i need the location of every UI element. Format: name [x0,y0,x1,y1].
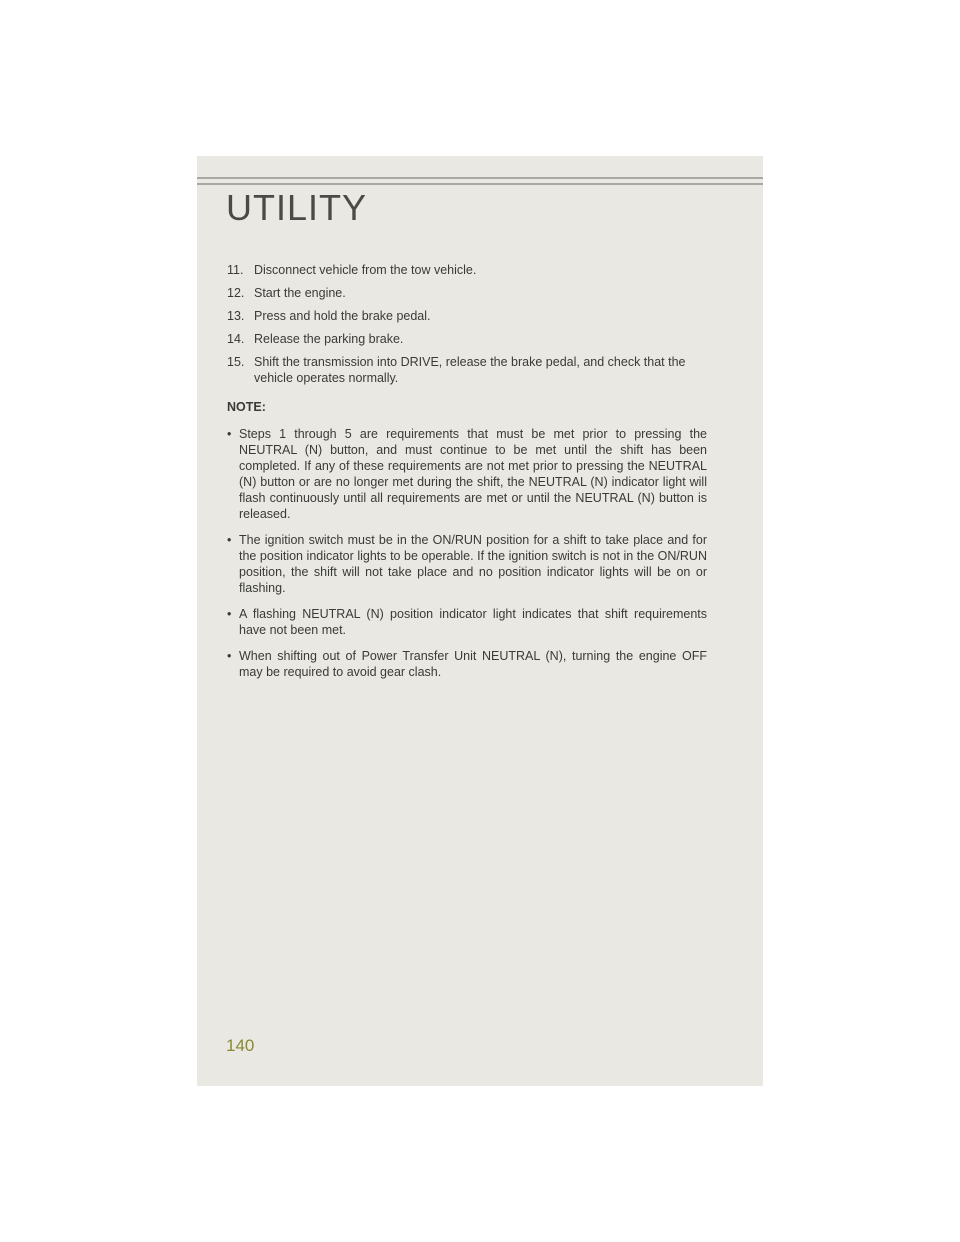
page-number: 140 [226,1036,255,1055]
step-list [227,262,707,386]
step-item [227,308,707,324]
step-item [227,285,707,301]
step-number: 14. [227,332,245,346]
note-text: When shifting out of Power Transfer Unit NEUTRAL (N), turning the engine OFF may be required to avoid gear clash. [239,649,707,679]
note-label: NOTE: [227,400,266,414]
bullet-icon: • [227,607,232,621]
step-item [227,354,707,386]
section-title: UTILITY [226,187,368,228]
step-item [227,262,707,278]
step-item [227,331,707,347]
note-item [227,648,707,680]
note-text: Steps 1 through 5 are requirements that must be met prior to pressing the NEUTRAL (N) button, and must continue to be met until the shift has been completed. If any of these requirements are not met prior to pressing the NEUTRAL (N) button or are no longer met during the shift, the NEUTRAL (N) indicator light will flash continuously until all requirements are met or until the NEUTRAL (N) button is released. [239,427,707,521]
step-number: 11. [227,263,244,277]
note-item [227,606,707,638]
note-text: A flashing NEUTRAL (N) position indicator light indicates that shift requirements have not been met. [239,607,707,637]
step-number: 13. [227,309,245,323]
header-rule-bottom [197,183,763,185]
note-text: The ignition switch must be in the ON/RUN position for a shift to take place and for the position indicator lights to be operable. If the ignition switch is not in the ON/RUN position, the shift will not take place and no position indicator lights will be on or flashing. [239,533,707,595]
page-content [227,262,707,690]
step-text: Shift the transmission into DRIVE, release the brake pedal, and check that the vehicle operates normally. [254,355,686,385]
step-text: Start the engine. [254,286,346,300]
step-text: Release the parking brake. [254,332,404,346]
note-item [227,532,707,596]
step-text: Disconnect vehicle from the tow vehicle. [254,263,477,277]
note-list [227,426,707,680]
bullet-icon: • [227,649,232,663]
step-text: Press and hold the brake pedal. [254,309,431,323]
bullet-icon: • [227,533,232,547]
manual-page [197,156,763,1086]
bullet-icon: • [227,427,232,441]
note-item [227,426,707,522]
step-number: 15. [227,355,245,369]
step-number: 12. [227,286,245,300]
header-rule-top [197,177,763,179]
